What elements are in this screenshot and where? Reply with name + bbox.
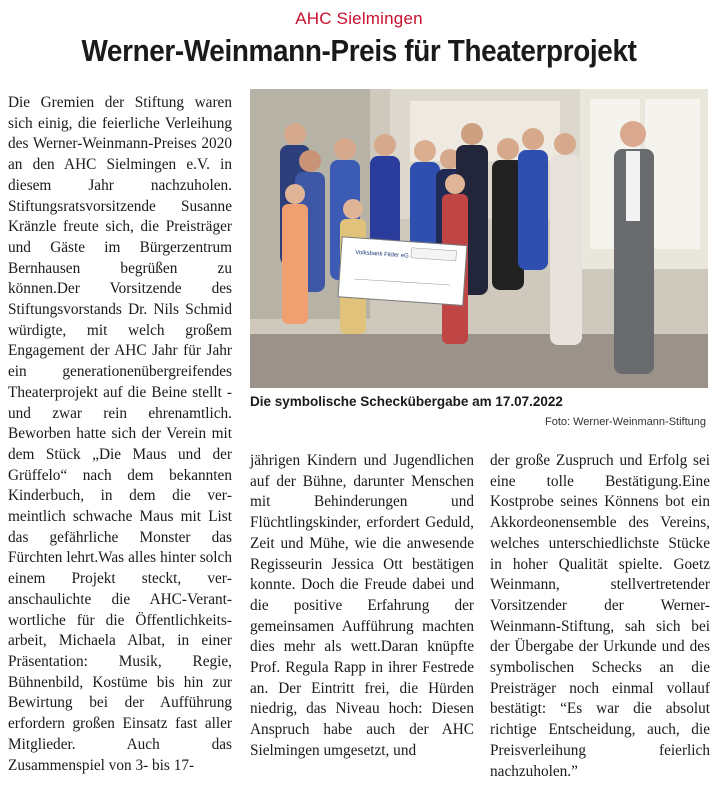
cheque-bank-name: Volksbank Filder eG bbox=[354, 249, 409, 260]
article-column-1: Die Gremien der Stiftung waren sich einig, die feierliche Verleihung des Werner-Weinmann-Preises 2020 an den AHC Sielmingen e.V. in diesem Jahr nachzuholen. Stiftungsratsvorsitzende Susanne Kränzle freute sich, die Preisträger und Gäste im Bürgerzentrum Bernhausen begrüßen zu können.Der Vorsitzende des Stiftungsvorstands Dr. Nils Schmid würdigte, mit welch großem Engagement der AHC Jahr für Jahr ein generationenübergreifendes Theaterprojekt auf die Beine stellt - und zwar rein ehrenamtlich. Beworben hatte sich der Verein mit dem Stück „Die Maus und der Grüffelo“ nach dem bekannten Kinderbuch, in dem die vermeintlich schwache Maus mit List das gefährliche Monster das Fürchten lehrt.Was alles hinter solch einem Projekt steckt, veranschaulichte die AHC-Verantwortliche für die Öffentlichkeitsarbeit, Michaela Albat, in einer Präsentation: Musik, Regie, Bühnenbild, Kostüme bis hin zur Bewirtung bei der Aufführung erfordern großen Einsatz fast aller Mitglieder. Auch das Zusammenspiel von 3- bis 17- bbox=[8, 94, 232, 774]
headline: Werner-Weinmann-Preis für Theaterprojekt bbox=[81, 33, 637, 68]
article-column-3: der große Zuspruch und Erfolg sei eine tolle Bestätigung.Eine Kostprobe seines Könnens bot ein Akkordeonensemble des Vereins, welches unterschiedlichste Stücke in hoher Qualität spielte. Goetz Weinmann, stellvertretender Vorsitzender der Werner-Weinmann-Stiftung, sah sich bei der Übergabe der Urkunde und des symbolischen Schecks an die Preisträger noch einmal vollauf bestätigt: “Es war die absolut richtige Entscheidung, auch, die Preisverleihung feierlich nachzuholen.” bbox=[490, 452, 710, 780]
photo-credit: Foto: Werner-Weinmann-Stiftung bbox=[545, 416, 706, 428]
article-column-2: jährigen Kindern und Jugendlichen auf der Bühne, darunter Menschen mit Behinderungen und Flüchtlingskinder, erfordert Geduld, Zeit und Mühe, wie die anwesende Regisseurin Jessica Ott bestätigen konnte. Doch die Freude dabei und die positive Erfahrung der gemeinsamen Aufführung machten dies mehr als wett.Daran knüpfte Prof. Regula Rapp in ihrer Festrede an. Der Eintritt frei, die Hürden niedrig, das Niveau hoch: Diesen Anspruch habe auch der AHC Sielmingen umgesetzt, und bbox=[250, 452, 474, 759]
group-photo bbox=[250, 89, 708, 388]
section-kicker: AHC Sielmingen bbox=[295, 9, 423, 28]
photo-caption: Die symbolische Scheckübergabe am 17.07.2022 bbox=[250, 394, 563, 409]
